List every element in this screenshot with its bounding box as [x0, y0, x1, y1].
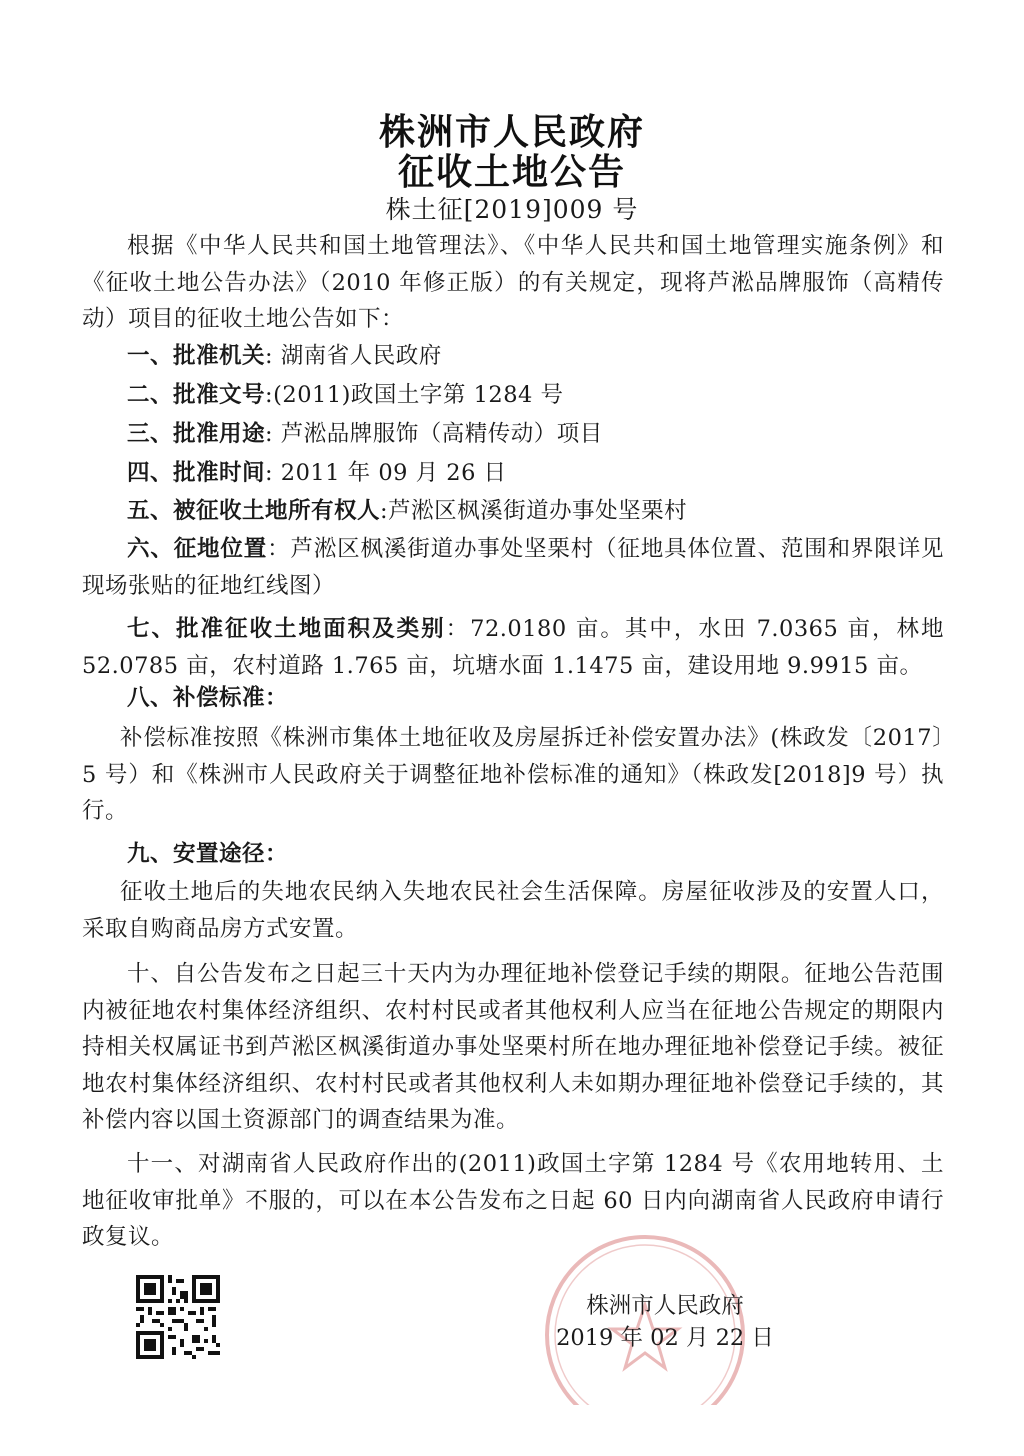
item-label: 一、批准机关: [127, 343, 266, 369]
intro-paragraph: 根据《中华人民共和国土地管理法》、《中华人民共和国土地管理实施条例》和《征收土地公告办法》（2010 年修正版）的有关规定，现将芦淞品牌服饰（高精传动）项目的征收土地公告如下：: [82, 233, 944, 332]
item-value: ：72.0180 亩。其中，水田 7.0365 亩，林地 52.0785 亩，农村道路 1.765 亩，坑塘水面 1.1475 亩，建设用地 9.9915 亩。: [82, 616, 944, 679]
document-number: 株土征[2019]009 号: [385, 195, 639, 224]
item-compensation-heading: [127, 680, 989, 717]
page-title: 株洲市人民政府: [378, 112, 645, 153]
item-label: 二、批准文号: [127, 382, 266, 408]
qr-code-icon: [136, 1275, 220, 1359]
item-resettlement-heading: [127, 836, 989, 873]
item-value: :(2011)政国土字第 1284 号: [265, 382, 564, 408]
item-label: 六、征地位置: [127, 536, 268, 562]
item-area: [82, 611, 944, 684]
signature-organization: 株洲市人民政府: [586, 1293, 744, 1319]
item-label: 五、被征收土地所有权人: [127, 498, 381, 524]
item-approval-purpose: [127, 416, 989, 453]
compensation-paragraph: 补偿标准按照《株洲市集体土地征收及房屋拆迁补偿安置办法》(株政发〔2017〕5 号）和《株洲市人民政府关于调整征地补偿标准的通知》（株政发[2018]9 号）执行。: [82, 725, 944, 824]
item-approval-date: [127, 455, 989, 492]
page-subtitle: 征收土地公告: [397, 152, 626, 193]
item-label: 七、批准征收土地面积及类别: [127, 616, 446, 642]
item-value: : 2011 年 09 月 26 日: [265, 460, 507, 486]
item-label: 四、批准时间: [127, 460, 266, 486]
resettlement-paragraph: 征收土地后的失地农民纳入失地农民社会生活保障。房屋征收涉及的安置人口，采取自购商品房方式安置。: [82, 879, 944, 942]
item-label: 八、补偿标准：: [127, 685, 289, 711]
item-value: ：芦淞区枫溪街道办事处坚栗村（征地具体位置、范围和界限详见现场张贴的征地红线图）: [82, 536, 944, 599]
item-label: 三、批准用途: [127, 421, 266, 447]
item-location: [82, 531, 944, 604]
reconsideration-paragraph: 十一、对湖南省人民政府作出的(2011)政国土字第 1284 号《农用地转用、土地征收审批单》不服的，可以在本公告发布之日起 60 日内向湖南省人民政府申请行政复议。: [82, 1151, 944, 1250]
signature-date: 2019 年 02 月 22 日: [556, 1325, 774, 1351]
item-approval-authority: [127, 338, 989, 375]
registration-paragraph: 十、自公告发布之日起三十天内为办理征地补偿登记手续的期限。征地公告范围内被征地农村集体经济组织、农村村民或者其他权利人应当在征地公告规定的期限内持相关权属证书到芦淞区枫溪街道办事处坚栗村所在地办理征地补偿登记手续。被征地农村集体经济组织、农村村民或者其他权利人未如期办理征地补偿登记手续的，其补偿内容以国土资源部门的调查结果为准。: [82, 961, 944, 1133]
item-approval-number: [127, 377, 989, 414]
item-value: : 芦淞品牌服饰（高精传动）项目: [265, 421, 603, 447]
item-value: : 湖南省人民政府: [265, 343, 442, 369]
item-land-owner: [127, 493, 989, 530]
item-label: 九、安置途径：: [127, 841, 289, 867]
item-value: :芦淞区枫溪街道办事处坚栗村: [380, 498, 688, 524]
